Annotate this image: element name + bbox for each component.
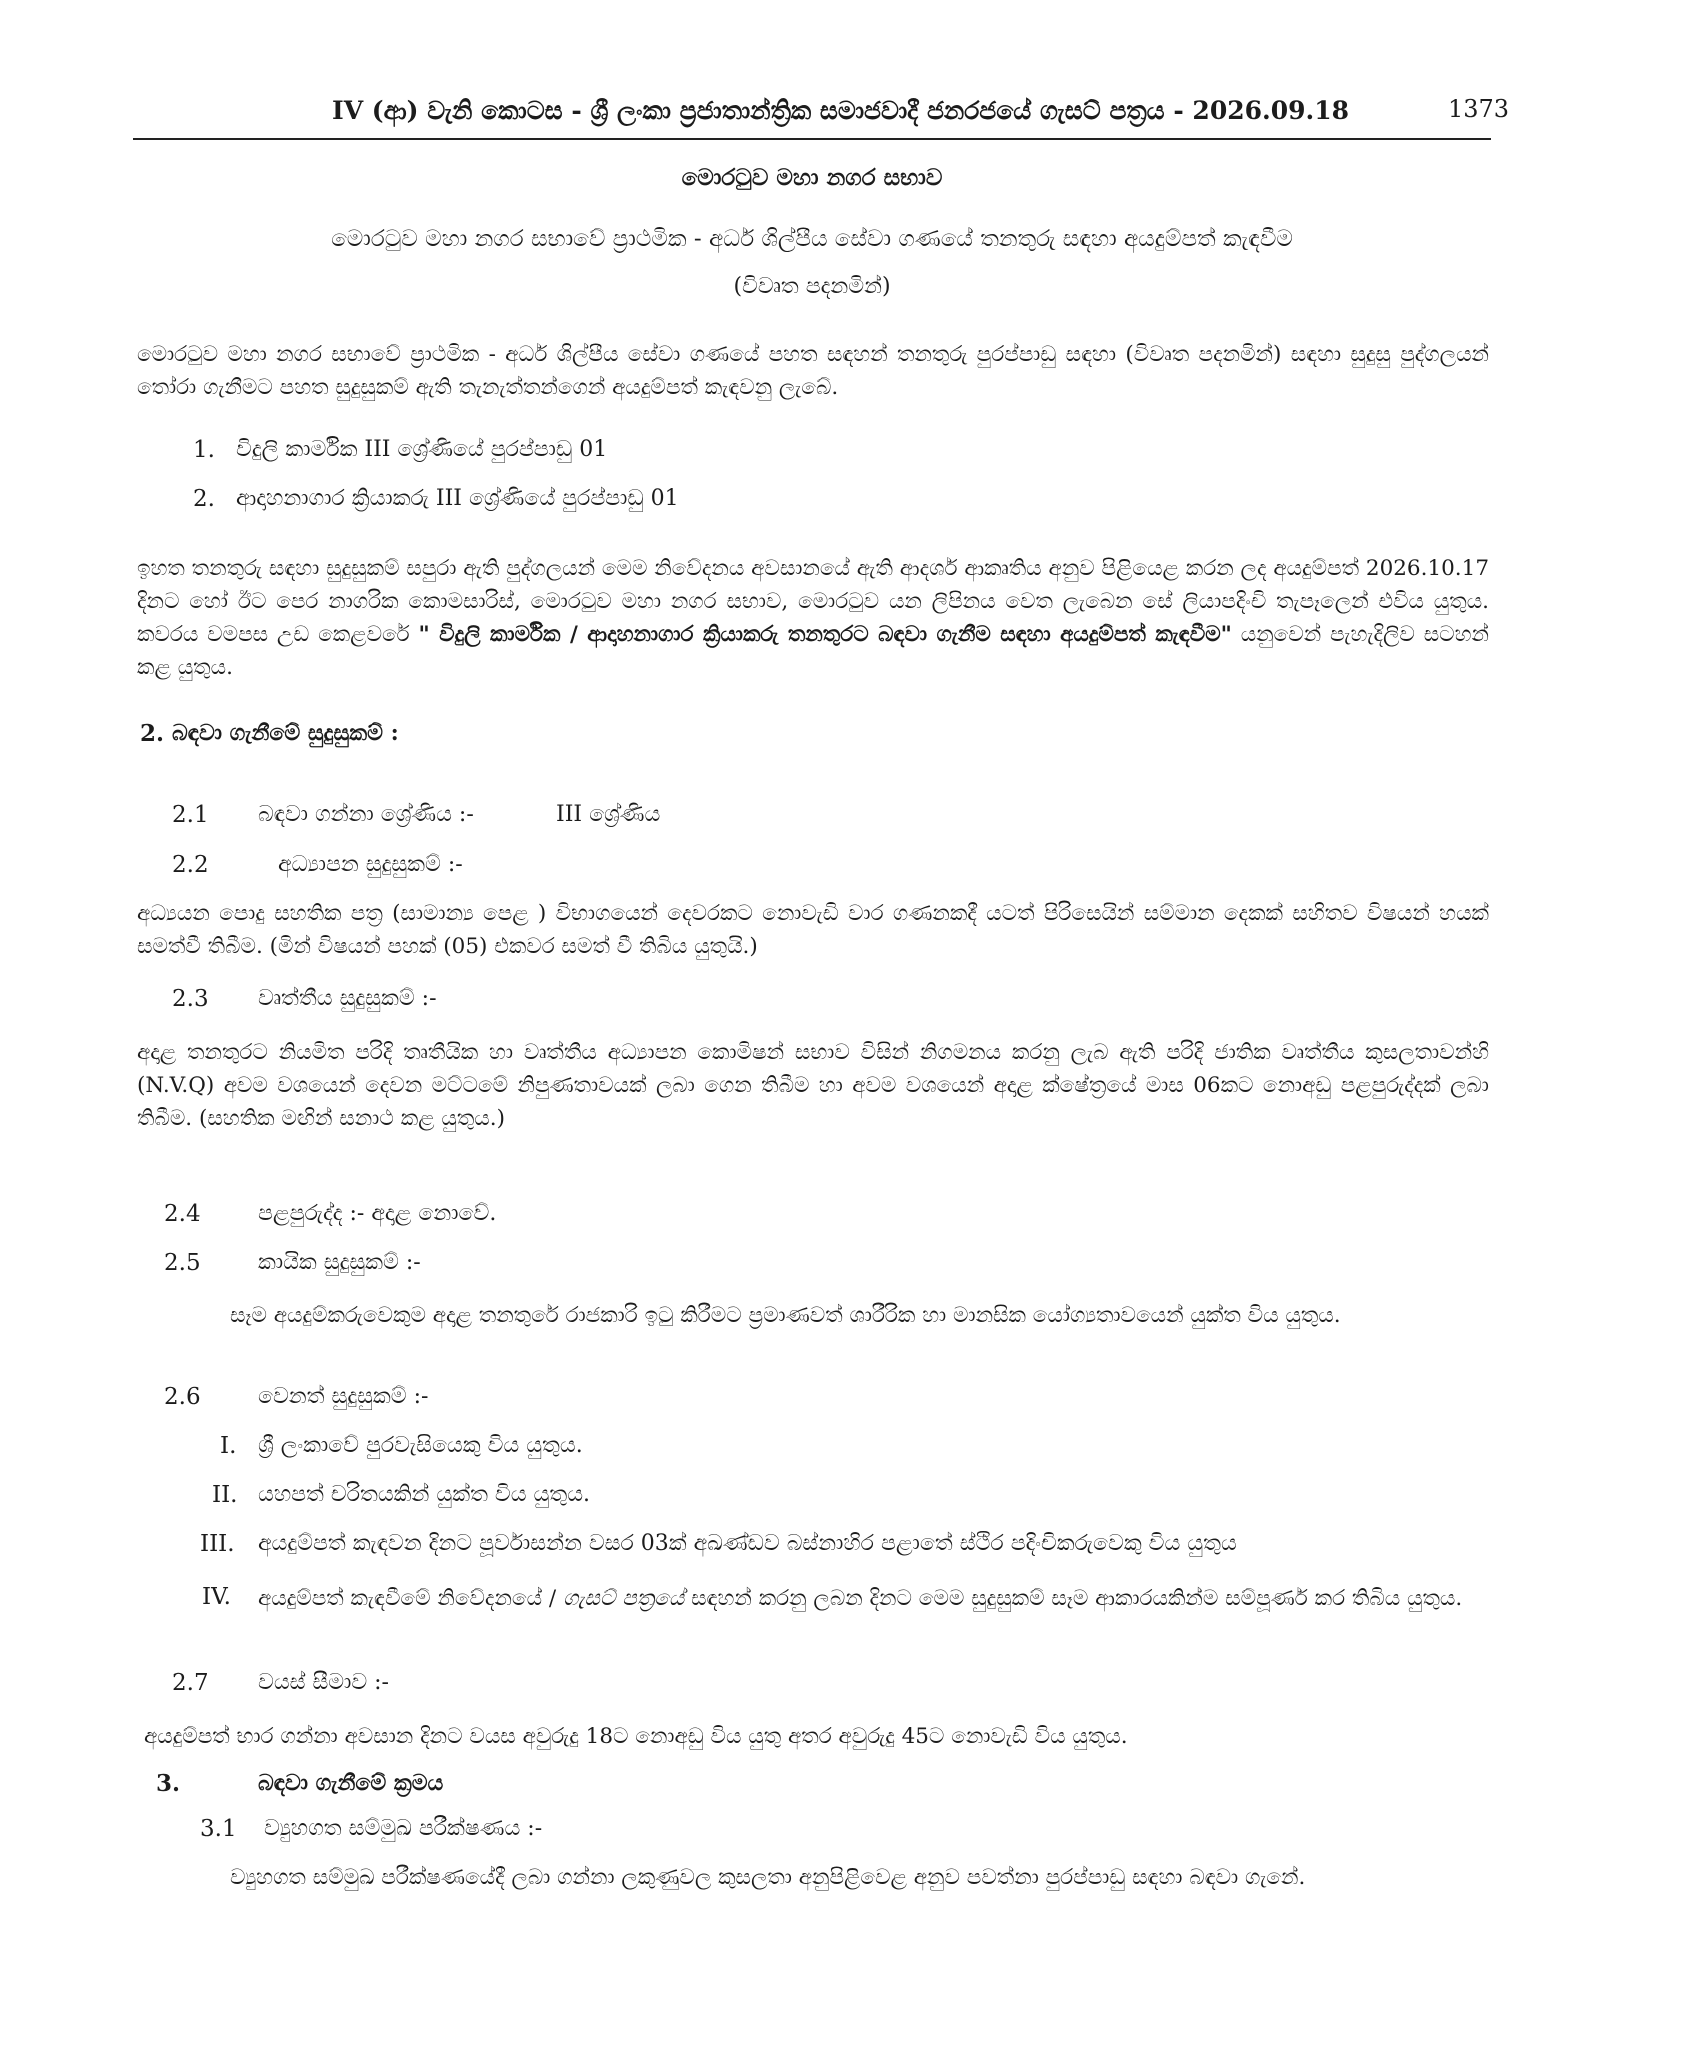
post-number: 1. <box>193 437 215 463</box>
physical-text: සෑම අයදුම්කරුවෙකුම අදාළ තනතුරේ රාජකාරි ඉටු කිරීමට ප්‍රමාණවත් ශාරීරික හා මානසික යෝග්‍යතාවයෙන් යුක්ත විය යුතුය. <box>230 1303 1341 1328</box>
section-number: 3. <box>156 1770 181 1797</box>
subsection-number: 2.4 <box>164 1201 201 1227</box>
subsection-number: 2.6 <box>164 1384 201 1410</box>
roman-number: II. <box>212 1482 238 1508</box>
subsection-number: 2.7 <box>172 1670 209 1696</box>
gazette-reference: ගැසට් පත්‍රයේ <box>562 1586 685 1611</box>
header-rule <box>133 138 1491 140</box>
subsection-number: 3.1 <box>200 1816 237 1842</box>
subsection-label: වයස් සීමාව :- <box>258 1670 389 1695</box>
subsection-number: 2.3 <box>172 986 209 1012</box>
other-qualification: ශ්‍රී ලංකාවේ පුරවැසියෙකු විය යුතුය. <box>258 1433 583 1458</box>
other-qualification: අයදුම්පත් කැඳවන දිනට පූර්වාසන්න වසර 03ක් අඛණ්ඩව බස්නාහිර පළාතේ ස්ථිර පදිංචිකරුවෙකු විය යුතුය <box>258 1531 1237 1556</box>
application-text-end: යනුවෙන් පැහැදිලිව සටහන් කළ යුතුය. <box>137 622 1489 680</box>
subsection-number: 2.1 <box>172 802 209 828</box>
roman-number: III. <box>200 1531 235 1557</box>
application-text: ඉහත තනතුරු සඳහා සුදුසුකම් සපුරා ඇති පුද්ගලයන් මෙම නිවේදනය අවසානයේ ඇති ආදර්ශ ආකෘතිය අනුව පිළියෙළ කරන ලද අයදුම්පත් 2026.10.17 දිනට හෝ ඊට පෙර නාගරික කොමසාරිස්, මොරටුව මහා නගර සභාව, මොරටුව යන ලිපිනය වෙත ලැබෙන සේ ලියාපදිංචි තැපෑලෙන් එවිය යුතුය. කවරය වමපස උඩ කෙළවරේ <box>137 556 1489 647</box>
subsection-label: වෙනත් සුදුසුකම් :- <box>258 1384 429 1409</box>
notice-basis: (විවෘත පදනමින්) <box>733 274 891 299</box>
subsection-label: කායික සුදුසුකම් :- <box>258 1250 421 1275</box>
subsection-number: 2.5 <box>164 1250 201 1276</box>
intro-paragraph: මොරටුව මහා නගර සභාවේ ප්‍රාථමික - අර්ධ ශිල්පීය සේවා ගණයේ පහත සඳහන් තනතුරු පුරප්පාඩු සඳහා (විවෘත පදනමින්) සඳහා සුදුසු පුද්ගලයන් තෝරා ගැනීමට පහත සුදුසුකම් ඇති තැනැත්තන්ගෙන් අයදුම්පත් කැඳවනු ලැබේ. <box>137 342 1489 400</box>
age-limit-text: අයදුම්පත් භාර ගන්නා අවසාන දිනට වයස අවුරුදු 18ට නොඅඩු විය යුතු අතර අවුරුදු 45ට නොවැඩි විය යුතුය. <box>144 1724 1128 1749</box>
other-qualification: යහපත් චරිතයකින් යුක්ත විය යුතුය. <box>258 1482 591 1507</box>
qualification-text-end: සඳහන් කරනු ලබන දිනට මෙම සුදුසුකම් සෑම ආකාරයකින්ම සම්පූර්ණ කර තිබිය යුතුය. <box>691 1586 1463 1611</box>
subsection-label: වෘත්තීය සුදුසුකම් :- <box>258 986 437 1011</box>
application-paragraph <box>137 552 1489 684</box>
roman-number: I. <box>220 1433 237 1459</box>
other-qualification <box>258 1582 1488 1615</box>
notice-subtitle: මොරටුව මහා නගර සභාවේ ප්‍රාථමික - අර්ධ ශිල්පීය සේවා ගණයේ තනතුරු සඳහා අයදුම්පත් කැඳවීම <box>331 226 1293 252</box>
interview-text: ව්‍යුහගත සම්මුඛ පරීක්ෂණයේදී ලබා ගන්නා ලකුණුවල කුසලතා අනුපිළිවෙළ අනුව පවත්නා පුරප්පාඩු සඳහා බඳවා ගැනේ. <box>230 1865 1306 1890</box>
subsection-label: බඳවා ගන්නා ශ්‍රේණිය :- <box>258 802 474 827</box>
section-heading: බඳවා ගැනීමේ ක්‍රමය <box>258 1770 444 1796</box>
vocational-text: අදාළ තනතුරට නියමිත පරිදි තෘතීයික හා වෘත්තීය අධ්‍යාපන කොමිෂන් සභාව විසින් නිගමනය කරනු ලැබ ඇති පරිදි ජාතික වෘත්තීය කුසලතාවන්හි (N.V.Q) අවම වශයෙන් දෙවන මට්ටමේ නිපුණතාවයක් ලබා ගෙන තිබීම හා අවම වශයෙන් අදාළ ක්ෂේත්‍රයේ මාස 06කට නොඅඩු පළපුරුද්දක් ලබා තිබීම. (සහතික මඟින් සනාථ කළ යුතුය.) <box>137 1040 1489 1131</box>
subsection-number: 2.2 <box>172 852 209 878</box>
section-number: 2. <box>140 720 165 747</box>
education-text: අධ්‍යයන පොදු සහතික පත්‍ර (සාමාන්‍ය පෙළ ) විභාගයෙන් දෙවරකට නොවැඩි වාර ගණනකදී යටත් පිරිසෙයින් සම්මාන දෙකක් සහිතව විෂයන් හයක් සමත්වී තිබීම. (මින් විෂයන් පහක් (05) එකවර සමත් වී තිබිය යුතුයි.) <box>137 901 1489 959</box>
qualification-text: අයදුම්පත් කැඳවීමේ නිවේදනයේ / <box>258 1586 557 1611</box>
roman-number: IV. <box>202 1584 231 1610</box>
envelope-marking: " විදුලි කාර්මික / ආදාහනාගාර ක්‍රියාකරු තනතුරට බඳවා ගැනීම සඳහා අයදුම්පත් කැඳවීම" <box>418 622 1232 647</box>
page-number: 1373 <box>1448 95 1510 123</box>
gazette-header: IV (ආ) වැනි කොටස - ශ්‍රී ලංකා ප්‍රජාතාන්ත්‍රික සමාජවාදී ජනරජයේ ගැසට් පත්‍රය - 2026.09.18 <box>332 96 1349 125</box>
notice-title: මොරටුව මහා නගර සභාව <box>681 164 943 191</box>
subsection-label: පළපුරුද්ද :- අදාළ නොවේ. <box>258 1201 497 1226</box>
post-number: 2. <box>193 486 215 512</box>
grade-value: III ශ්‍රේණිය <box>556 802 661 827</box>
post-item: ආදාහනාගාර ක්‍රියාකරු III ශ්‍රේණියේ පුරප්පාඩු 01 <box>236 486 679 511</box>
subsection-label: අධ්‍යාපන සුදුසුකම් :- <box>278 852 463 877</box>
subsection-label: ව්‍යුහගත සම්මුඛ පරීක්ෂණය :- <box>264 1816 543 1841</box>
post-item: විදුලි කාර්මික III ශ්‍රේණියේ පුරප්පාඩු 01 <box>236 437 608 462</box>
section-heading: බඳවා ගැනීමේ සුදුසුකම් : <box>172 720 399 746</box>
